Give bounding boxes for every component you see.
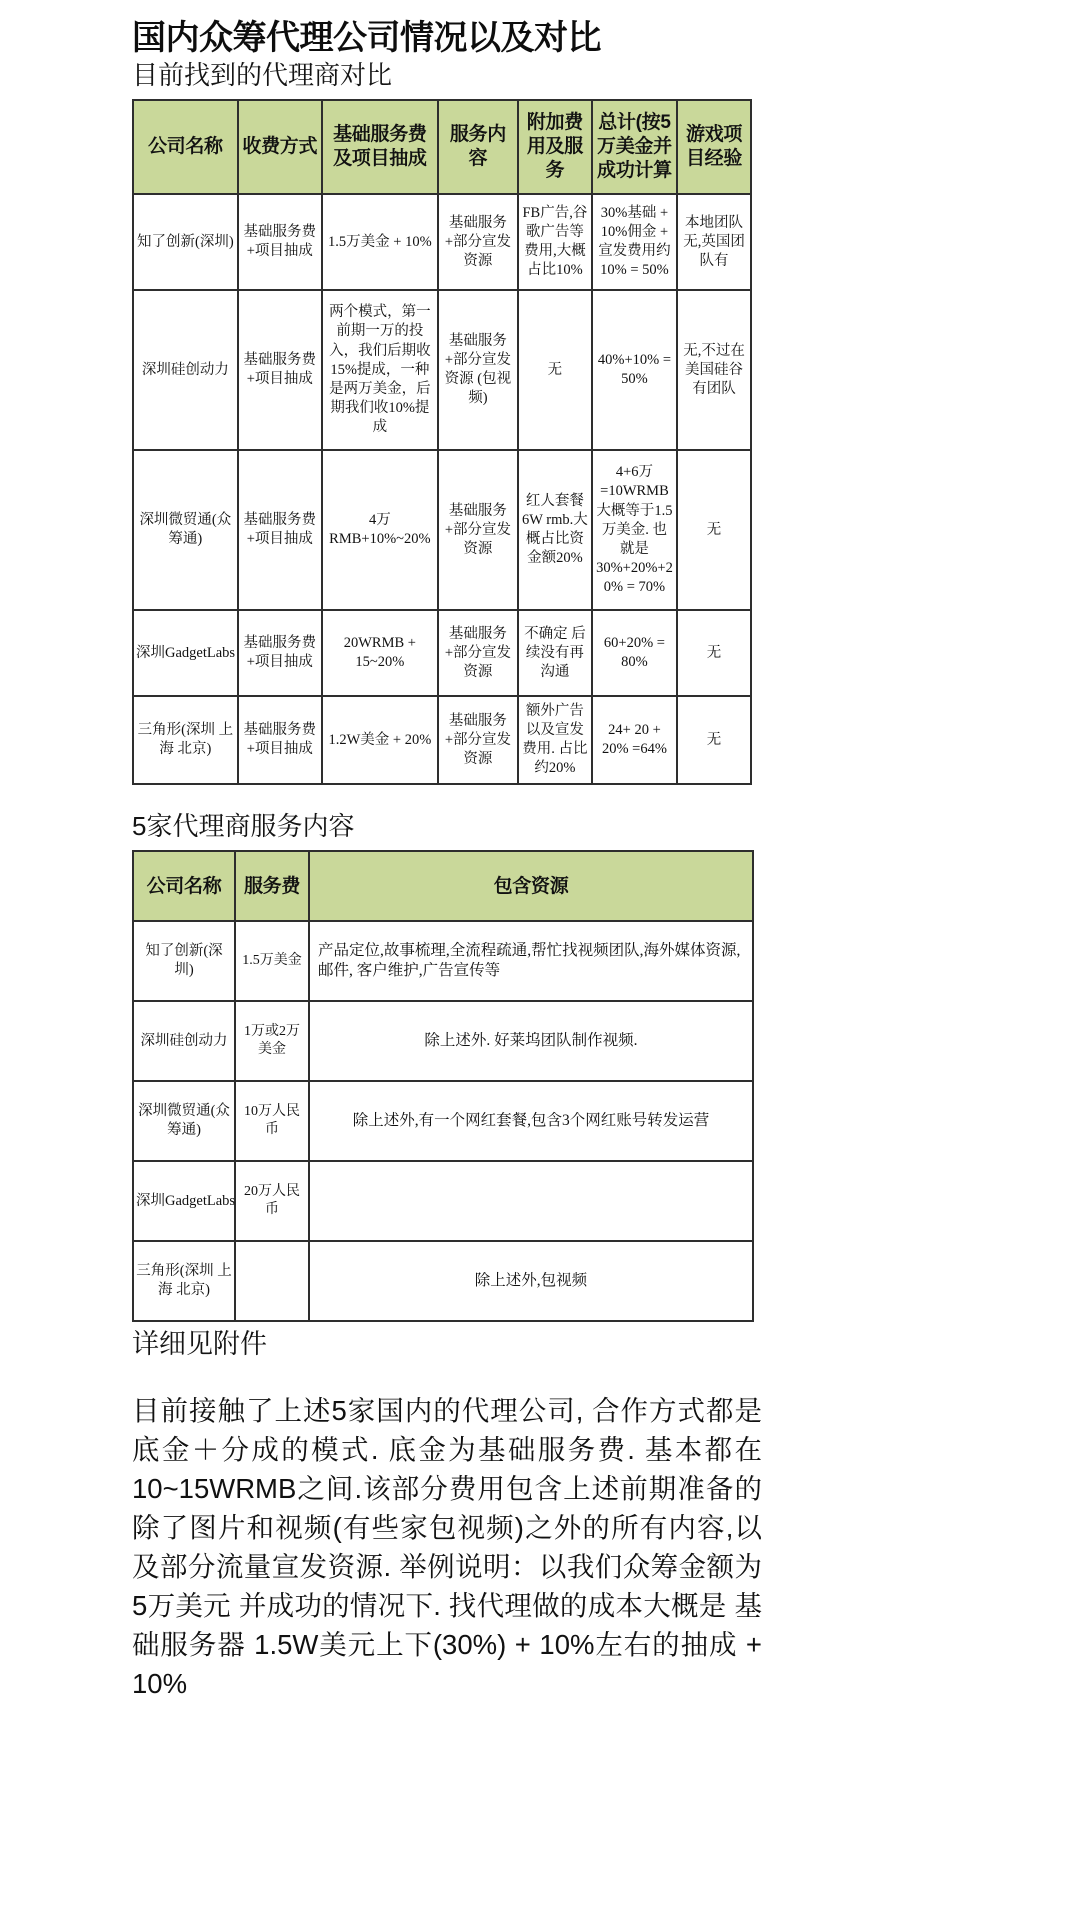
section-title-service-content: 5家代理商服务内容 xyxy=(132,811,355,842)
th-extra-fee: 附加费用及服务 xyxy=(518,100,592,194)
cell-fee-mode: 基础服务费+项目抽成 xyxy=(238,194,322,290)
table-row xyxy=(133,450,751,610)
th-base-fee: 基础服务费及项目抽成 xyxy=(322,100,438,194)
cell-fee-mode: 基础服务费+项目抽成 xyxy=(238,696,322,784)
table-row xyxy=(133,1241,753,1321)
cell-service: 基础服务+部分宣发资源 xyxy=(438,450,518,610)
cell-fee-mode: 基础服务费+项目抽成 xyxy=(238,450,322,610)
th-fee-mode: 收费方式 xyxy=(238,100,322,194)
table-header-row xyxy=(133,100,751,194)
table-header-row xyxy=(133,851,753,921)
cell-base-fee: 两个模式，第一前期一万的投入，我们后期收15%提成，一种是两万美金，后期我们收10%提成 xyxy=(322,290,438,450)
cell-game-exp: 无 xyxy=(677,450,751,610)
cell2-fee: 10万人民币 xyxy=(235,1081,309,1161)
cell-game-exp: 无 xyxy=(677,696,751,784)
cell2-resources: 除上述外,包视频 xyxy=(309,1241,753,1321)
cell-total: 60+20% = 80% xyxy=(592,610,677,696)
th-total: 总计(按5万美金并成功计算 xyxy=(592,100,677,194)
page-title: 国内众筹代理公司情况以及对比 xyxy=(132,19,601,57)
table-row xyxy=(133,1001,753,1081)
table-row xyxy=(133,1081,753,1161)
th2-included-resources: 包含资源 xyxy=(309,851,753,921)
cell-company: 深圳GadgetLabs xyxy=(133,610,238,696)
cell2-company: 深圳硅创动力 xyxy=(133,1001,235,1081)
agent-comparison-table xyxy=(132,99,752,785)
cell2-company: 深圳微贸通(众筹通) xyxy=(133,1081,235,1161)
cell-service: 基础服务+部分宣发资源 (包视频) xyxy=(438,290,518,450)
cell-game-exp: 无 xyxy=(677,610,751,696)
cell-fee-mode: 基础服务费+项目抽成 xyxy=(238,610,322,696)
cell-base-fee: 20WRMB + 15~20% xyxy=(322,610,438,696)
table-row xyxy=(133,696,751,784)
cell2-company: 知了创新(深圳) xyxy=(133,921,235,1001)
th-service-content: 服务内容 xyxy=(438,100,518,194)
cell-game-exp: 无,不过在美国硅谷有团队 xyxy=(677,290,751,450)
summary-paragraph: 目前接触了上述5家国内的代理公司, 合作方式都是底金＋分成的模式. 底金为基础服务费. 基本都在10~15WRMB之间.该部分费用包含上述前期准备的除了图片和视频(有些家包视频)之外的所有内容,以及部分流量宣发资源. 举例说明：以我们众筹金额为5万美元 并成功的情况下. 找代理做的成本大概是 基础服务器 1.5W美元上下(30%) + 10%左右的抽成 + 10% xyxy=(132,1394,762,1700)
cell-extra: FB广告,谷歌广告等费用,大概占比10% xyxy=(518,194,592,290)
subtitle-agent-comparison: 目前找到的代理商对比 xyxy=(132,60,393,91)
cell-service: 基础服务+部分宣发资源 xyxy=(438,610,518,696)
cell-extra: 不确定 后续没有再沟通 xyxy=(518,610,592,696)
agent-service-table xyxy=(132,850,754,1322)
cell2-fee: 1万或2万美金 xyxy=(235,1001,309,1081)
cell-total: 4+6万=10WRMB大概等于1.5万美金. 也就是30%+20%+20% = 70% xyxy=(592,450,677,610)
th-company-name: 公司名称 xyxy=(133,100,238,194)
cell-game-exp: 本地团队无,英国团队有 xyxy=(677,194,751,290)
attachment-note: 详细见附件 xyxy=(132,1329,267,1360)
cell2-resources: 产品定位,故事梳理,全流程疏通,帮忙找视频团队,海外媒体资源,邮件, 客户维护,广告宣传等 xyxy=(309,921,753,1001)
th2-service-fee: 服务费 xyxy=(235,851,309,921)
th2-company-name: 公司名称 xyxy=(133,851,235,921)
cell-company: 深圳硅创动力 xyxy=(133,290,238,450)
cell2-resources xyxy=(309,1161,753,1241)
cell-base-fee: 1.5万美金 + 10% xyxy=(322,194,438,290)
cell2-resources: 除上述外. 好莱坞团队制作视频. xyxy=(309,1001,753,1081)
cell-service: 基础服务+部分宣发资源 xyxy=(438,696,518,784)
cell-company: 深圳微贸通(众筹通) xyxy=(133,450,238,610)
cell-base-fee: 1.2W美金 + 20% xyxy=(322,696,438,784)
cell-extra: 红人套餐6W rmb.大概占比资金额20% xyxy=(518,450,592,610)
table-row xyxy=(133,290,751,450)
cell-total: 24+ 20 + 20% =64% xyxy=(592,696,677,784)
table-row xyxy=(133,921,753,1001)
cell-extra: 额外广告以及宣发费用. 占比约20% xyxy=(518,696,592,784)
table-row xyxy=(133,610,751,696)
cell2-fee: 20万人民币 xyxy=(235,1161,309,1241)
cell-company: 三角形(深圳 上海 北京) xyxy=(133,696,238,784)
cell-total: 40%+10% = 50% xyxy=(592,290,677,450)
cell-fee-mode: 基础服务费+项目抽成 xyxy=(238,290,322,450)
cell2-fee: 1.5万美金 xyxy=(235,921,309,1001)
document-body xyxy=(132,18,932,1703)
cell-service: 基础服务+部分宣发资源 xyxy=(438,194,518,290)
cell-total: 30%基础 + 10%佣金 + 宣发费用约10% = 50% xyxy=(592,194,677,290)
cell2-fee xyxy=(235,1241,309,1321)
th-game-experience: 游戏项目经验 xyxy=(677,100,751,194)
table-row xyxy=(133,194,751,290)
cell2-company: 三角形(深圳 上海 北京) xyxy=(133,1241,235,1321)
cell2-company: 深圳GadgetLabs xyxy=(133,1161,235,1241)
cell-base-fee: 4万RMB+10%~20% xyxy=(322,450,438,610)
table-row xyxy=(133,1161,753,1241)
cell-extra: 无 xyxy=(518,290,592,450)
cell-company: 知了创新(深圳) xyxy=(133,194,238,290)
cell2-resources: 除上述外,有一个网红套餐,包含3个网红账号转发运营 xyxy=(309,1081,753,1161)
